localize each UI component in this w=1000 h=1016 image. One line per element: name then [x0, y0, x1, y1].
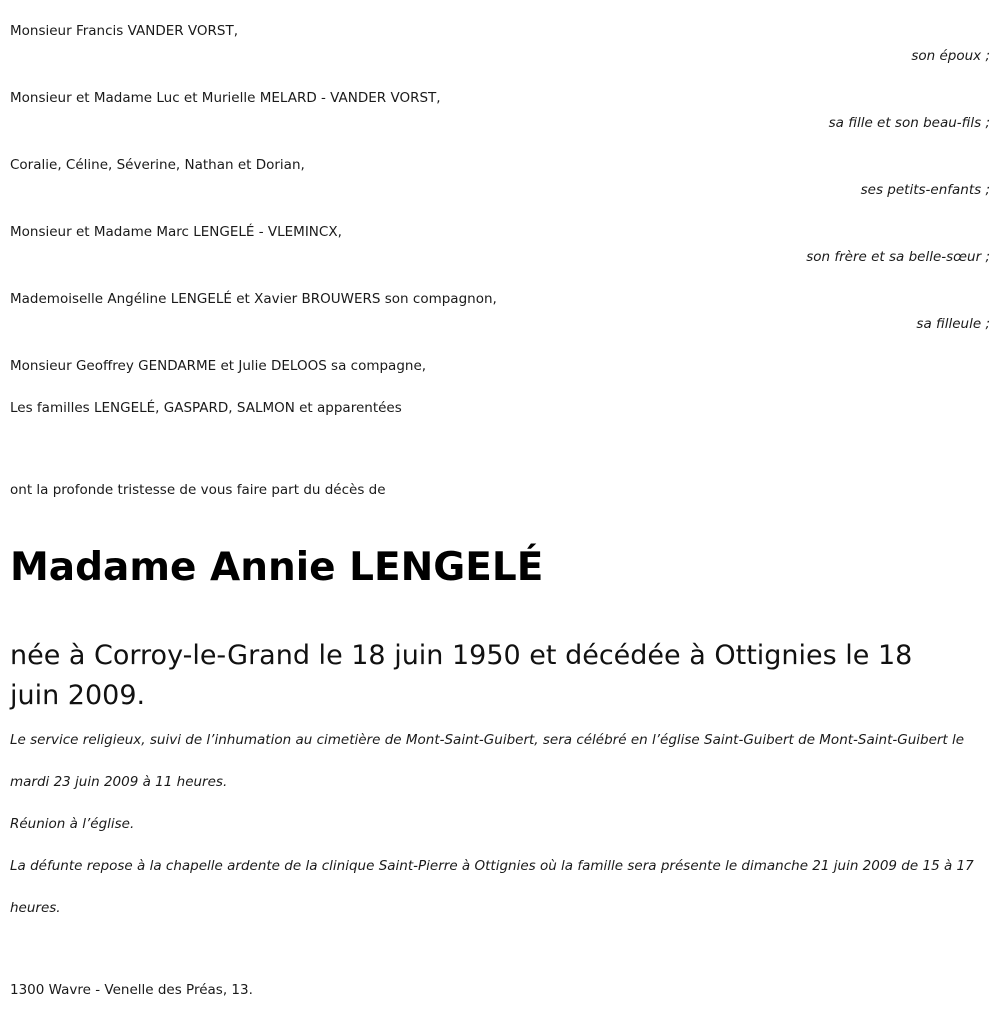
family-relation-1: sa fille et son beau-fils ; — [828, 115, 990, 131]
announcement-text: ont la profonde tristesse de vous faire part du décès de — [10, 482, 386, 498]
family-name-3: Monsieur et Madame Marc LENGELÉ - VLEMINCX, — [10, 224, 342, 240]
family-name-5: Monsieur Geoffrey GENDARME et Julie DELOOS sa compagne, — [10, 358, 427, 374]
family-relation-3: son frère et sa belle-sœur ; — [806, 249, 990, 265]
family-name-6: Les familles LENGELÉ, GASPARD, SALMON et apparentées — [10, 400, 402, 416]
family-relation-4: sa filleule ; — [916, 316, 990, 332]
chapel-text-line1: La défunte repose à la chapelle ardente de la clinique Saint-Pierre à Ottignies où la famille sera présente le dimanche 21 juin 2009 de 15 à 17 — [10, 858, 974, 874]
address-text: 1300 Wavre - Venelle des Préas, 13. — [10, 982, 253, 998]
birth-death-details: née à Corroy-le-Grand le 18 juin 1950 et décédée à Ottignies le 18 juin 2009. — [10, 640, 913, 711]
family-relation-0: son époux ; — [911, 48, 990, 64]
deceased-name-heading: Madame Annie LENGELÉ — [10, 545, 544, 590]
family-name-1: Monsieur et Madame Luc et Murielle MELARD - VANDER VORST, — [10, 90, 441, 106]
family-name-0: Monsieur Francis VANDER VORST, — [10, 23, 239, 39]
chapel-text-line2: heures. — [10, 900, 61, 916]
family-name-4: Mademoiselle Angéline LENGELÉ et Xavier BROUWERS son compagnon, — [10, 291, 497, 307]
service-text-line1: Le service religieux, suivi de l’inhumation au cimetière de Mont-Saint-Guibert, sera célébré en l’église Saint-Guibert de Mont-Saint-Guibert le — [10, 732, 965, 748]
family-relation-2: ses petits-enfants ; — [860, 182, 990, 198]
service-text-line2: mardi 23 juin 2009 à 11 heures. — [10, 774, 228, 790]
family-name-2: Coralie, Céline, Séverine, Nathan et Dorian, — [10, 157, 305, 173]
reunion-text: Réunion à l’église. — [10, 816, 135, 832]
